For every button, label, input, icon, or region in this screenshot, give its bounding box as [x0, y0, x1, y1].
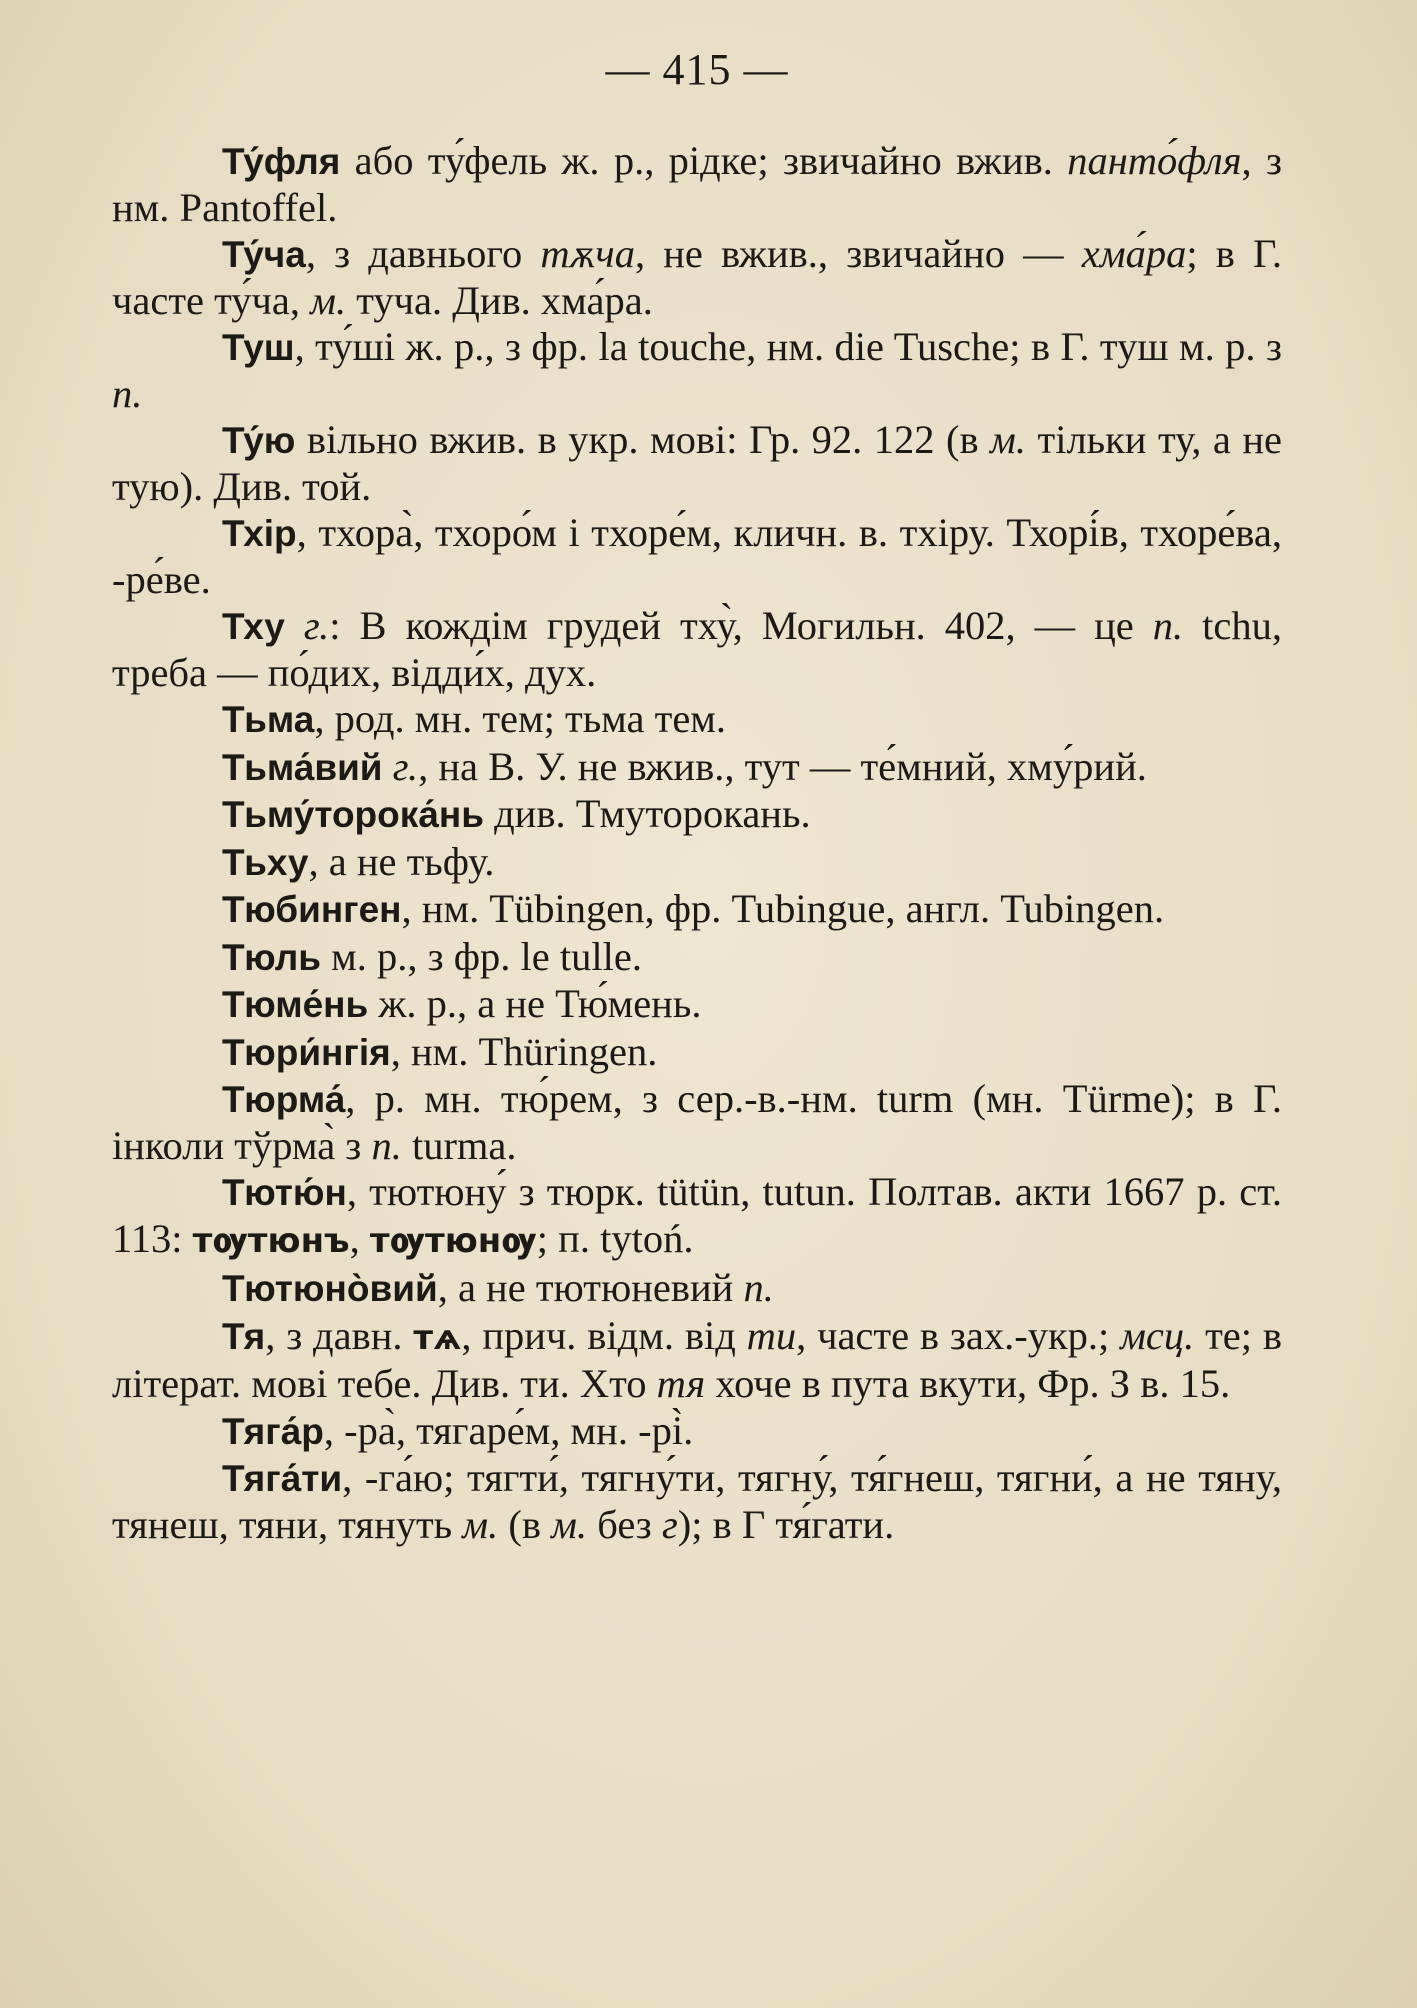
headword: Тяга́ти [222, 1458, 343, 1499]
entry-tkhu: Тху г.: В кождім грудей тху̀, Могильн. 402, — це п. tchu, треба — по́дих, відди́х, дух. [112, 603, 1282, 695]
headword: Тюрма́ [222, 1079, 346, 1120]
headword: Тьму́торока́нь [222, 794, 484, 835]
headword: Тьма́вий [222, 746, 383, 788]
headword: Тхір [222, 513, 297, 554]
entry-tiumen: Тюме́нь ж. р., а не Тю́мень. [222, 981, 702, 1026]
headword: Ту́ю [222, 420, 296, 461]
headword: Тьху [222, 841, 309, 883]
entry-tiagar: Тяга́р, -ра̀, тягаре́м, мн. -рі̀. [222, 1407, 694, 1453]
entry-tuflia: Ту́фля або ту́фель ж. р., рідке; звичайно вжив. панто́фля, з нм. Pantoffel. [112, 138, 1282, 230]
entry-tkhu-interj: Тьху, а не тьфу. [222, 838, 495, 884]
headword: Тюри́нгія [222, 1031, 391, 1073]
headword: Тюбинген [222, 889, 402, 930]
entry-tucha: Ту́ча, з давнього тѫча, не вжив., звичайно — хма́ра; в Г. часте ту́ча, м. туча. Див. хма́ра. [112, 231, 1283, 323]
headword: Ту́фля [222, 141, 341, 182]
entry-tush: Туш, ту́ші ж. р., з фр. la touche, нм. die Tusche; в Г. туш м. р. з п. [112, 324, 1282, 416]
entry-tmutorokan: Тьму́торока́нь див. Тмуторокань. [222, 791, 811, 836]
entry-tiul: Тюль м. р., з фр. le tulle. [222, 933, 643, 979]
headword: Тяга́р [222, 1410, 324, 1452]
entry-tiutiunovyi: Тютюно̀вий, а не тютюневий п. [222, 1265, 774, 1310]
entry-tiurma: Тюрма́, р. мн. тю́рем, з сер.-в.-нм. turm (мн. Türme); в Г. інколи тўрма̀ з п. turma. [112, 1076, 1282, 1168]
headword: Туш [222, 327, 295, 368]
entry-tkhir: Тхір, тхора̀, тхоро́м і тхоре́м, кличн. в. тхіру. Тхорі́в, тхоре́ва, -ре́ве. [112, 510, 1282, 602]
entry-tiutiun: Тютю́н, тютюну́ з тюрк. tütün, tutun. Полтав. акти 1667 р. ст. 113: тѹтюнъ, тѹтюнѹ; п. tytoń. [112, 1169, 1282, 1261]
entry-tma: Тьма, род. мн. тем; тьма тем. [222, 696, 727, 741]
headword: Тюме́нь [222, 984, 369, 1025]
headword: Тя [222, 1315, 266, 1357]
entry-tia: Тя, з давн. тѧ, прич. відм. від ти, часте в зах.-укр.; мсц. те; в літерат. мові тебе. Див. ти. Хто тя хоче в пута вкути, Фр. З в. 15. [112, 1312, 1282, 1406]
entry-tuiu: Ту́ю вільно вжив. в укр. мові: Гр. 92. 122 (в м. тільки ту, а не тую). Див. той. [112, 417, 1282, 509]
headword: Тютюно̀вий [222, 1268, 438, 1309]
entry-tmavyi: Тьма́вий г., на В. У. не вжив., тут — те́мний, хму́рий. [222, 743, 1147, 789]
entry-tiubingen: Тюбинген, нм. Tübingen, фр. Tubingue, англ. Tubingen. [222, 886, 1165, 931]
page-number: — 415 — [605, 45, 789, 94]
headword: Тюль [222, 936, 322, 978]
headword: Тьма [222, 699, 315, 740]
entry-tiagaty: Тяга́ти, -га́ю; тягти́, тягну́ти, тягну́, тя́гнеш, тягни́, а не тяну, тянеш, тяни, тянуть м. (в м. без г); в Г тя́гати. [112, 1455, 1282, 1547]
headword: Тху [222, 606, 285, 647]
headword: Тютю́н [222, 1172, 347, 1213]
entry-tiuryngiia: Тюри́нгія, нм. Thüringen. [222, 1028, 658, 1074]
headword: Ту́ча [222, 234, 306, 275]
